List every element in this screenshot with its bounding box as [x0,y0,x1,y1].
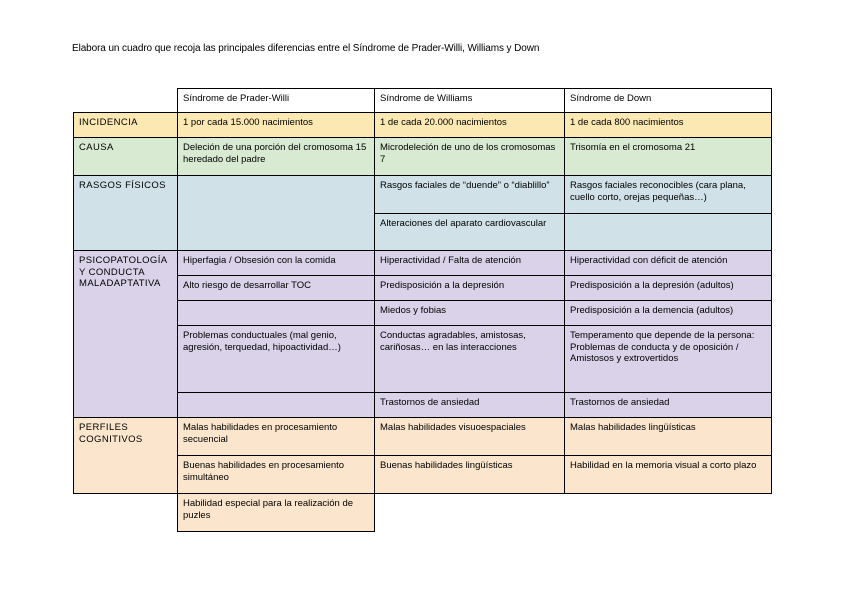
psico-r3-williams: Miedos y fobias [375,301,565,326]
psico-r2-williams: Predisposición a la depresión [375,276,565,301]
psico-r2-down: Predisposición a la depresión (adultos) [565,276,772,301]
perfiles-r2-williams: Buenas habilidades lingüísticas [375,456,565,494]
psico-r1-williams: Hiperactividad / Falta de atención [375,251,565,276]
perfiles-r1-prader: Malas habilidades en procesamiento secuencial [178,418,375,456]
rasgos-williams-2: Alteraciones del aparato cardiovascular [375,214,565,251]
psico-row-1 [74,251,772,276]
incidencia-williams: 1 de cada 20.000 nacimientos [375,113,565,138]
rasgos-down-2-empty [565,214,772,251]
incidencia-prader: 1 por cada 15.000 nacimientos [178,113,375,138]
psico-r4-down-line-a: Temperamento que depende de la persona: [570,330,755,341]
causa-williams: Microdeleción de uno de los cromosomas 7 [375,138,565,176]
psico-r5-williams: Trastornos de ansiedad [375,393,565,418]
rasgos-down-1: Rasgos faciales reconocibles (cara plana, cuello corto, orejas pequeñas…) [565,176,772,214]
perfiles-row-1 [74,418,772,456]
incidencia-down: 1 de cada 800 nacimientos [565,113,772,138]
perfiles-r1-down: Malas habilidades lingüísticas [565,418,772,456]
perfiles-row-3 [74,494,772,532]
psico-row-5 [74,393,772,418]
causa-row [74,138,772,176]
perfiles-label: PERFILES COGNITIVOS [74,418,178,494]
psico-row-3 [74,301,772,326]
perfiles-r3-prader: Habilidad especial para la realización de puzles [178,494,375,532]
empty-corner-cell [74,89,178,113]
psico-r4-prader: Problemas conductuales (mal genio, agresión, terquedad, hipoactividad…) [178,326,375,393]
psico-row-4 [74,326,772,393]
psico-label: PSICOPATOLOGÍA Y CONDUCTA MALADAPTATIVA [74,251,178,418]
header-prader-willi: Síndrome de Prader-Willi [178,89,375,113]
perfiles-r3-williams-empty [375,494,565,532]
comparison-table [73,88,772,532]
psico-r4-down [565,326,772,393]
psico-r5-down: Trastornos de ansiedad [565,393,772,418]
psico-r4-down-line-b: Problemas de conducta y de oposición / Amistosos y extrovertidos [570,341,739,364]
rasgos-williams-1: Rasgos faciales de “duende” o “diablillo” [375,176,565,214]
perfiles-r2-prader: Buenas habilidades en procesamiento simultáneo [178,456,375,494]
causa-label: CAUSA [74,138,178,176]
header-williams: Síndrome de Williams [375,89,565,113]
causa-down: Trisomía en el cromosoma 21 [565,138,772,176]
psico-r1-prader: Hiperfagia / Obsesión con la comida [178,251,375,276]
perfiles-r3-down-empty [565,494,772,532]
perfiles-r2-down: Habilidad en la memoria visual a corto plazo [565,456,772,494]
psico-r4-williams: Conductas agradables, amistosas, cariñosas… en las interacciones [375,326,565,393]
psico-r2-prader: Alto riesgo de desarrollar TOC [178,276,375,301]
instruction-text: Elabora un cuadro que recoja las principales diferencias entre el Síndrome de Prader-Willi, Williams y Down [72,43,540,54]
psico-r1-down: Hiperactividad con déficit de atención [565,251,772,276]
psico-r3-prader-empty [178,301,375,326]
perfiles-r3-gap [74,494,178,532]
psico-r3-down: Predisposición a la demencia (adultos) [565,301,772,326]
incidencia-label: INCIDENCIA [74,113,178,138]
rasgos-label: RASGOS FÍSICOS [74,176,178,251]
header-row [74,89,772,113]
psico-r5-prader-empty [178,393,375,418]
rasgos-prader-empty [178,176,375,251]
rasgos-row-1 [74,176,772,214]
psico-row-2 [74,276,772,301]
causa-prader: Deleción de una porción del cromosoma 15 heredado del padre [178,138,375,176]
header-down: Síndrome de Down [565,89,772,113]
incidencia-row [74,113,772,138]
perfiles-row-2 [74,456,772,494]
perfiles-r1-williams: Malas habilidades visuoespaciales [375,418,565,456]
